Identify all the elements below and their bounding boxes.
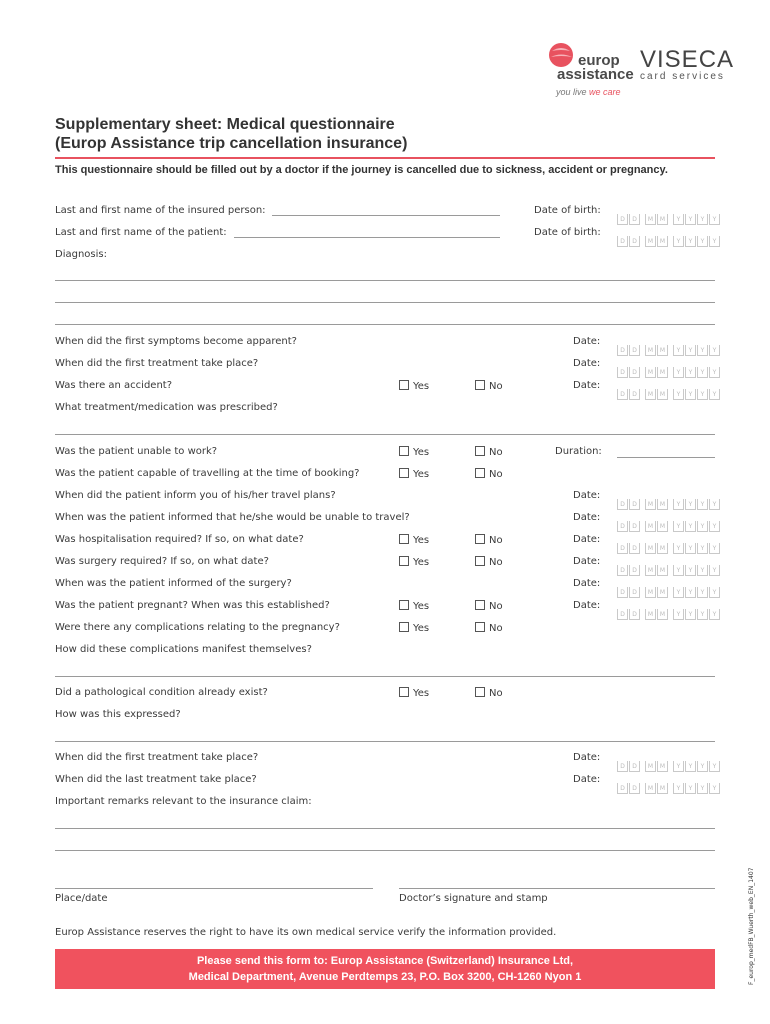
date-digit-box: M xyxy=(645,214,656,225)
checkbox-icon xyxy=(475,600,485,610)
date-digit-box: Y xyxy=(685,783,696,794)
first-treatment-2-question: When did the first treatment take place? xyxy=(55,752,259,763)
date-digit-box: Y xyxy=(697,236,708,247)
date-digit-box: M xyxy=(645,543,656,554)
capable-travelling-yes-checkbox[interactable]: Yes xyxy=(399,468,429,480)
insured-dob-field[interactable] xyxy=(617,205,721,223)
date-day-boxes[interactable] xyxy=(617,556,641,575)
patient-name-label: Last and first name of the patient: xyxy=(55,227,227,238)
date-digit-box: D xyxy=(629,345,640,356)
first-symptoms-question: When did the first symptoms become apparent? xyxy=(55,336,297,347)
date-digit-box: D xyxy=(629,761,640,772)
date-digit-box: D xyxy=(629,587,640,598)
remarks-line-2[interactable] xyxy=(55,850,715,851)
date-digit-box: Y xyxy=(685,367,696,378)
pregnant-yes-checkbox[interactable]: Yes xyxy=(399,600,429,612)
date-digit-box: M xyxy=(657,214,668,225)
date-label: Date: xyxy=(573,380,601,391)
send-to-line-1: Please send this form to: Europ Assistance (Switzerland) Insurance Ltd, xyxy=(196,955,574,967)
first-treatment-date[interactable] xyxy=(617,358,721,376)
diagnosis-line-1[interactable] xyxy=(55,280,715,281)
date-digit-box: Y xyxy=(697,783,708,794)
reserve-notice: Europ Assistance reserves the right to have its own medical service verify the information provided. xyxy=(55,927,557,938)
accident-question: Was there an accident? xyxy=(55,380,173,391)
europ-assistance-logo xyxy=(548,40,638,98)
informed-surgery-question: When was the patient informed of the surgery? xyxy=(55,578,292,589)
date-digit-box: M xyxy=(645,236,656,247)
date-month-boxes[interactable] xyxy=(645,512,669,531)
date-digit-box: Y xyxy=(697,499,708,510)
checkbox-icon xyxy=(475,468,485,478)
page-title: Supplementary sheet: Medical questionnaire (Europ Assistance trip cancellation insurance) xyxy=(55,116,408,152)
date-day-boxes[interactable] xyxy=(617,227,641,246)
checkbox-icon xyxy=(399,622,409,632)
date-year-boxes[interactable] xyxy=(673,512,721,531)
date-digit-box: Y xyxy=(673,761,684,772)
date-digit-box: Y xyxy=(709,499,720,510)
date-digit-box: Y xyxy=(685,345,696,356)
inform-travel-question: When did the patient inform you of his/her travel plans? xyxy=(55,490,336,501)
logo-word-assistance: assistance xyxy=(557,66,634,83)
logo-tagline: you live we care xyxy=(556,87,621,97)
date-digit-box: Y xyxy=(673,543,684,554)
date-digit-box: Y xyxy=(685,609,696,620)
date-label: Date: xyxy=(573,556,601,567)
insured-name-label: Last and first name of the insured person: xyxy=(55,205,266,216)
date-digit-box: Y xyxy=(709,367,720,378)
inform-travel-date[interactable] xyxy=(617,490,721,508)
date-digit-box: Y xyxy=(685,565,696,576)
hospitalisation-no-checkbox[interactable]: No xyxy=(475,534,503,546)
date-day-boxes[interactable] xyxy=(617,358,641,377)
date-year-boxes[interactable] xyxy=(673,205,721,224)
date-digit-box: D xyxy=(629,367,640,378)
date-month-boxes[interactable] xyxy=(645,490,669,509)
date-digit-box: M xyxy=(657,521,668,532)
date-digit-box: Y xyxy=(673,783,684,794)
pathological-yes-checkbox[interactable]: Yes xyxy=(399,687,429,699)
date-day-boxes[interactable] xyxy=(617,578,641,597)
date-digit-box: Y xyxy=(673,587,684,598)
date-digit-box: Y xyxy=(685,236,696,247)
date-digit-box: Y xyxy=(709,236,720,247)
date-digit-box: Y xyxy=(709,389,720,400)
date-digit-box: Y xyxy=(685,587,696,598)
date-digit-box: Y xyxy=(673,521,684,532)
date-digit-box: Y xyxy=(709,783,720,794)
signature-label: Doctor’s signature and stamp xyxy=(399,893,548,904)
date-digit-box: M xyxy=(645,499,656,510)
checkbox-icon xyxy=(399,534,409,544)
patient-name-field[interactable] xyxy=(234,237,500,238)
date-digit-box: D xyxy=(617,367,628,378)
date-digit-box: D xyxy=(617,499,628,510)
surgery-question: Was surgery required? If so, on what date? xyxy=(55,556,269,567)
capable-travelling-no-checkbox[interactable]: No xyxy=(475,468,503,480)
date-digit-box: Y xyxy=(697,761,708,772)
date-digit-box: D xyxy=(617,236,628,247)
date-digit-box: M xyxy=(645,565,656,576)
date-digit-box: Y xyxy=(697,389,708,400)
hospitalisation-question: Was hospitalisation required? If so, on what date? xyxy=(55,534,304,545)
date-label: Date: xyxy=(573,512,601,523)
date-digit-box: M xyxy=(645,345,656,356)
date-month-boxes[interactable] xyxy=(645,578,669,597)
date-digit-box: M xyxy=(645,367,656,378)
title-divider xyxy=(55,157,715,159)
complications-yes-checkbox[interactable]: Yes xyxy=(399,622,429,634)
checkbox-icon xyxy=(399,380,409,390)
diagnosis-line-3[interactable] xyxy=(55,324,715,325)
pregnant-no-checkbox[interactable]: No xyxy=(475,600,503,612)
date-digit-box: Y xyxy=(685,543,696,554)
place-date-field[interactable] xyxy=(55,888,373,889)
date-digit-box: Y xyxy=(685,389,696,400)
date-digit-box: M xyxy=(657,389,668,400)
date-digit-box: Y xyxy=(685,499,696,510)
date-digit-box: M xyxy=(657,587,668,598)
date-digit-box: Y xyxy=(709,565,720,576)
date-digit-box: Y xyxy=(685,214,696,225)
date-digit-box: D xyxy=(629,783,640,794)
date-digit-box: D xyxy=(617,761,628,772)
date-month-boxes[interactable] xyxy=(645,774,669,793)
date-month-boxes[interactable] xyxy=(645,752,669,771)
checkbox-icon xyxy=(475,534,485,544)
informed-surgery-date[interactable] xyxy=(617,578,721,596)
date-month-boxes[interactable] xyxy=(645,600,669,619)
last-treatment-date[interactable] xyxy=(617,774,721,792)
complications-no-checkbox[interactable]: No xyxy=(475,622,503,634)
date-day-boxes[interactable] xyxy=(617,774,641,793)
date-digit-box: D xyxy=(617,345,628,356)
duration-field[interactable] xyxy=(617,457,715,458)
patient-dob-label: Date of birth: xyxy=(534,227,601,238)
date-digit-box: D xyxy=(629,499,640,510)
date-year-boxes[interactable] xyxy=(673,380,721,399)
date-day-boxes[interactable] xyxy=(617,534,641,553)
date-digit-box: Y xyxy=(709,521,720,532)
date-digit-box: D xyxy=(629,521,640,532)
date-digit-box: Y xyxy=(673,367,684,378)
date-digit-box: D xyxy=(617,783,628,794)
hospitalisation-yes-checkbox[interactable]: Yes xyxy=(399,534,429,546)
pregnant-date[interactable] xyxy=(617,600,721,618)
date-day-boxes[interactable] xyxy=(617,512,641,531)
date-digit-box: D xyxy=(629,609,640,620)
date-digit-box: M xyxy=(657,236,668,247)
patient-dob-field[interactable] xyxy=(617,227,721,245)
checkbox-icon xyxy=(475,446,485,456)
date-digit-box: Y xyxy=(697,609,708,620)
date-digit-box: D xyxy=(617,565,628,576)
date-digit-box: D xyxy=(629,214,640,225)
date-digit-box: M xyxy=(645,587,656,598)
accident-date[interactable] xyxy=(617,380,721,398)
date-digit-box: D xyxy=(629,565,640,576)
date-digit-box: Y xyxy=(673,389,684,400)
pathological-question: Did a pathological condition already exist? xyxy=(55,687,268,698)
date-digit-box: M xyxy=(657,609,668,620)
date-year-boxes[interactable] xyxy=(673,600,721,619)
checkbox-icon xyxy=(399,446,409,456)
date-digit-box: Y xyxy=(697,521,708,532)
date-year-boxes[interactable] xyxy=(673,534,721,553)
capable-travelling-question: Was the patient capable of travelling at the time of booking? xyxy=(55,468,360,479)
date-digit-box: Y xyxy=(673,609,684,620)
date-day-boxes[interactable] xyxy=(617,752,641,771)
date-label: Date: xyxy=(573,358,601,369)
surgery-no-checkbox[interactable]: No xyxy=(475,556,503,568)
duration-label: Duration: xyxy=(555,446,602,457)
date-month-boxes[interactable] xyxy=(645,380,669,399)
date-digit-box: Y xyxy=(697,587,708,598)
hospitalisation-date[interactable] xyxy=(617,534,721,552)
date-month-boxes[interactable] xyxy=(645,227,669,246)
informed-unable-date[interactable] xyxy=(617,512,721,530)
send-to-banner xyxy=(55,949,715,989)
date-month-boxes[interactable] xyxy=(645,336,669,355)
place-date-label: Place/date xyxy=(55,893,108,904)
date-digit-box: Y xyxy=(673,565,684,576)
date-digit-box: M xyxy=(657,565,668,576)
date-label: Date: xyxy=(573,600,601,611)
date-digit-box: Y xyxy=(709,761,720,772)
date-digit-box: M xyxy=(657,345,668,356)
date-digit-box: D xyxy=(617,521,628,532)
date-digit-box: Y xyxy=(697,565,708,576)
date-year-boxes[interactable] xyxy=(673,490,721,509)
checkbox-icon xyxy=(399,600,409,610)
date-year-boxes[interactable] xyxy=(673,556,721,575)
date-digit-box: Y xyxy=(673,214,684,225)
date-label: Date: xyxy=(573,752,601,763)
complications-manifest-line[interactable] xyxy=(55,676,715,677)
date-digit-box: D xyxy=(617,609,628,620)
pathological-no-checkbox[interactable]: No xyxy=(475,687,503,699)
treatment-prescribed-question: What treatment/medication was prescribed? xyxy=(55,402,278,413)
date-digit-box: Y xyxy=(709,587,720,598)
complications-question: Were there any complications relating to the pregnancy? xyxy=(55,622,340,633)
date-day-boxes[interactable] xyxy=(617,336,641,355)
date-digit-box: M xyxy=(645,521,656,532)
date-digit-box: M xyxy=(657,543,668,554)
date-year-boxes[interactable] xyxy=(673,578,721,597)
date-month-boxes[interactable] xyxy=(645,556,669,575)
globe-logo-icon xyxy=(548,42,574,68)
date-digit-box: M xyxy=(645,609,656,620)
date-digit-box: D xyxy=(617,543,628,554)
date-digit-box: Y xyxy=(673,236,684,247)
checkbox-icon xyxy=(475,622,485,632)
date-digit-box: Y xyxy=(673,345,684,356)
surgery-date[interactable] xyxy=(617,556,721,574)
how-expressed-line[interactable] xyxy=(55,741,715,742)
date-digit-box: M xyxy=(657,783,668,794)
diagnosis-label: Diagnosis: xyxy=(55,249,107,260)
checkbox-icon xyxy=(399,556,409,566)
date-year-boxes[interactable] xyxy=(673,336,721,355)
date-day-boxes[interactable] xyxy=(617,205,641,224)
surgery-yes-checkbox[interactable]: Yes xyxy=(399,556,429,568)
date-digit-box: M xyxy=(657,499,668,510)
logo-word-europ: europ xyxy=(578,52,620,69)
date-digit-box: D xyxy=(617,587,628,598)
date-digit-box: M xyxy=(657,367,668,378)
date-digit-box: M xyxy=(645,389,656,400)
date-label: Date: xyxy=(573,336,601,347)
date-year-boxes[interactable] xyxy=(673,358,721,377)
date-year-boxes[interactable] xyxy=(673,774,721,793)
unable-to-work-no-checkbox[interactable]: No xyxy=(475,446,503,458)
date-digit-box: D xyxy=(629,389,640,400)
send-to-line-2: Medical Department, Avenue Perdtemps 23, P.O. Box 3200, CH-1260 Nyon 1 xyxy=(188,971,582,983)
informed-unable-question: When was the patient informed that he/she would be unable to travel? xyxy=(55,512,410,523)
date-digit-box: D xyxy=(629,543,640,554)
checkbox-icon xyxy=(399,468,409,478)
date-digit-box: M xyxy=(657,761,668,772)
date-digit-box: Y xyxy=(709,609,720,620)
date-digit-box: Y xyxy=(697,214,708,225)
date-digit-box: Y xyxy=(709,543,720,554)
unable-to-work-yes-checkbox[interactable]: Yes xyxy=(399,446,429,458)
date-digit-box: Y xyxy=(697,543,708,554)
checkbox-icon xyxy=(475,380,485,390)
checkbox-icon xyxy=(475,687,485,697)
date-month-boxes[interactable] xyxy=(645,205,669,224)
unable-to-work-question: Was the patient unable to work? xyxy=(55,446,218,457)
date-day-boxes[interactable] xyxy=(617,600,641,619)
date-day-boxes[interactable] xyxy=(617,380,641,399)
accident-yes-checkbox[interactable]: Yes xyxy=(399,380,429,392)
date-label: Date: xyxy=(573,490,601,501)
first-treatment-question: When did the first treatment take place? xyxy=(55,358,259,369)
first-symptoms-date[interactable] xyxy=(617,336,721,354)
last-treatment-question: When did the last treatment take place? xyxy=(55,774,257,785)
first-treatment-2-date[interactable] xyxy=(617,752,721,770)
date-digit-box: Y xyxy=(709,345,720,356)
diagnosis-line-2[interactable] xyxy=(55,302,715,303)
date-day-boxes[interactable] xyxy=(617,490,641,509)
date-month-boxes[interactable] xyxy=(645,534,669,553)
pregnant-question: Was the patient pregnant? When was this established? xyxy=(55,600,330,611)
date-label: Date: xyxy=(573,578,601,589)
date-digit-box: M xyxy=(645,783,656,794)
remarks-line-1[interactable] xyxy=(55,828,715,829)
date-digit-box: Y xyxy=(673,499,684,510)
date-digit-box: D xyxy=(617,389,628,400)
date-digit-box: D xyxy=(617,214,628,225)
date-digit-box: D xyxy=(629,236,640,247)
insured-dob-label: Date of birth: xyxy=(534,205,601,216)
date-digit-box: Y xyxy=(697,345,708,356)
viseca-sub: card services xyxy=(640,71,725,82)
complications-manifest-question: How did these complications manifest themselves? xyxy=(55,644,312,655)
date-year-boxes[interactable] xyxy=(673,227,721,246)
form-code: F_europ_medFB_Wuerth_web_EN_1407 xyxy=(748,867,755,985)
date-digit-box: Y xyxy=(685,521,696,532)
checkbox-icon xyxy=(475,556,485,566)
intro-text: This questionnaire should be filled out by a doctor if the journey is cancelled due to sickness, accident or pregnancy. xyxy=(55,164,668,176)
accident-no-checkbox[interactable]: No xyxy=(475,380,503,392)
signature-field[interactable] xyxy=(399,888,715,889)
date-year-boxes[interactable] xyxy=(673,752,721,771)
date-month-boxes[interactable] xyxy=(645,358,669,377)
how-expressed-question: How was this expressed? xyxy=(55,709,181,720)
date-digit-box: Y xyxy=(709,214,720,225)
insured-name-field[interactable] xyxy=(272,215,500,216)
remarks-label: Important remarks relevant to the insurance claim: xyxy=(55,796,312,807)
treatment-prescribed-line[interactable] xyxy=(55,434,715,435)
date-digit-box: Y xyxy=(685,761,696,772)
viseca-name: VISECA xyxy=(640,46,735,73)
date-label: Date: xyxy=(573,534,601,545)
date-digit-box: Y xyxy=(697,367,708,378)
date-label: Date: xyxy=(573,774,601,785)
checkbox-icon xyxy=(399,687,409,697)
date-digit-box: M xyxy=(645,761,656,772)
